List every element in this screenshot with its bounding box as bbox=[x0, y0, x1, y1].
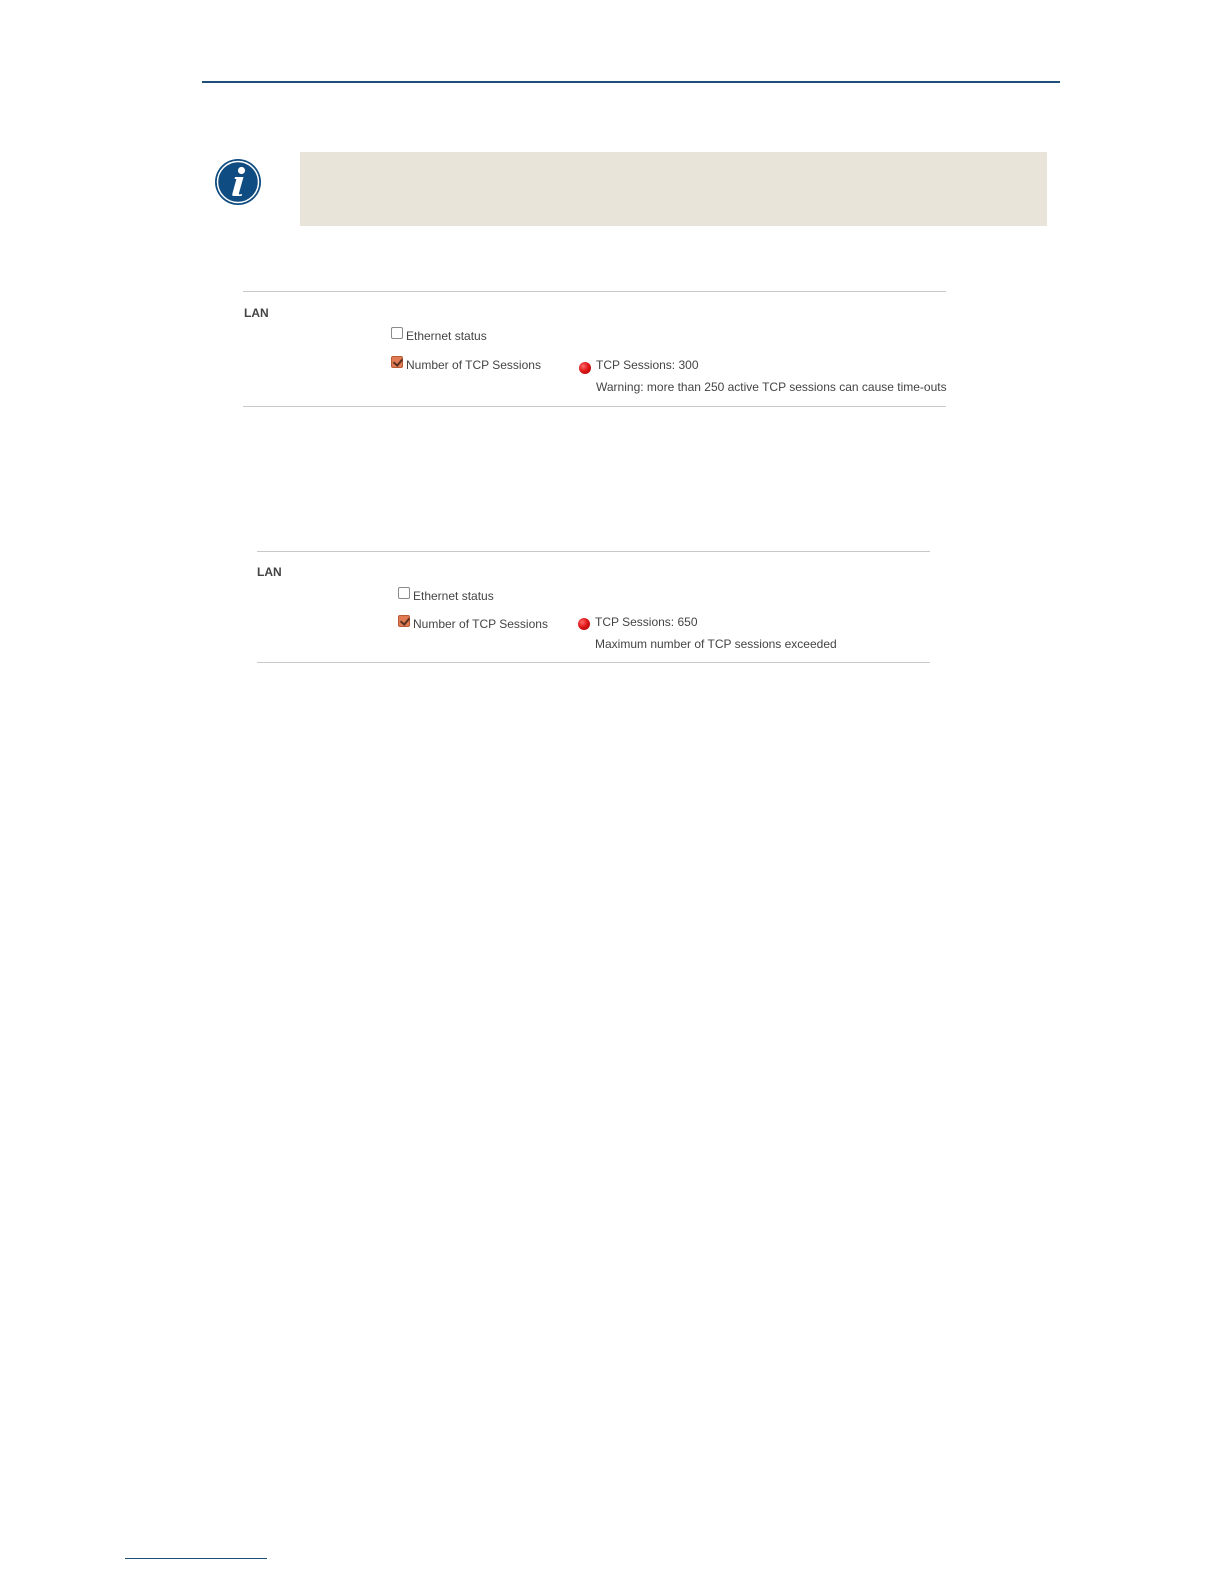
red-status-dot-icon bbox=[578, 618, 590, 630]
status-message: Maximum number of TCP sessions exceeded bbox=[595, 637, 837, 651]
section-label: LAN bbox=[244, 306, 269, 320]
tcp-sessions-checkbox-row[interactable] bbox=[391, 358, 541, 372]
ethernet-status-checkbox-row[interactable] bbox=[391, 329, 487, 343]
tcp-sessions-checkbox[interactable] bbox=[391, 356, 403, 368]
status-value: TCP Sessions: 300 bbox=[596, 358, 699, 372]
lan-panel-exceeded bbox=[257, 551, 930, 663]
info-icon bbox=[214, 158, 262, 206]
ethernet-status-checkbox-row[interactable] bbox=[398, 589, 494, 603]
note-box bbox=[300, 152, 1047, 226]
red-status-dot-icon bbox=[579, 362, 591, 374]
tcp-sessions-checkbox[interactable] bbox=[398, 615, 410, 627]
tcp-sessions-checkbox-row[interactable] bbox=[398, 617, 548, 631]
status-message: Warning: more than 250 active TCP sessions can cause time-outs bbox=[596, 380, 947, 394]
lan-panel-warning bbox=[243, 291, 946, 407]
checkbox-label: Ethernet status bbox=[413, 589, 494, 603]
checkbox-label: Number of TCP Sessions bbox=[413, 617, 548, 631]
status-value: TCP Sessions: 650 bbox=[595, 615, 698, 629]
footnote-rule bbox=[125, 1558, 267, 1559]
header-rule bbox=[202, 81, 1060, 83]
ethernet-status-checkbox[interactable] bbox=[398, 587, 410, 599]
section-label: LAN bbox=[257, 565, 282, 579]
checkbox-label: Ethernet status bbox=[406, 329, 487, 343]
ethernet-status-checkbox[interactable] bbox=[391, 327, 403, 339]
checkbox-label: Number of TCP Sessions bbox=[406, 358, 541, 372]
